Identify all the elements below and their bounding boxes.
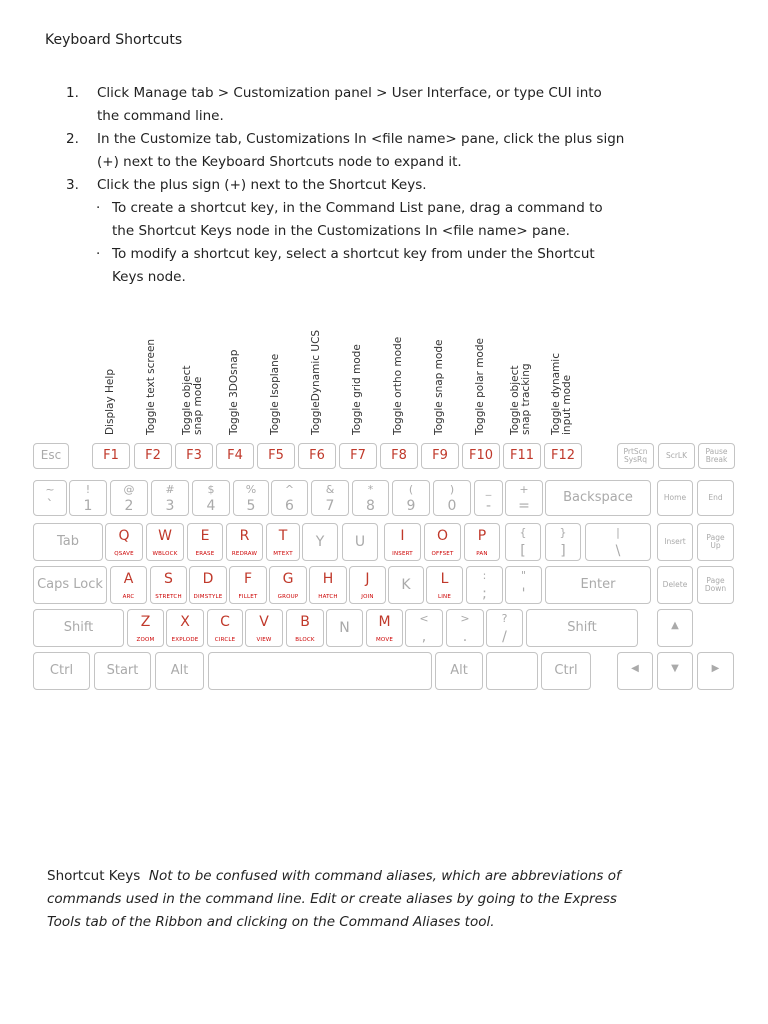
key-j bbox=[349, 566, 386, 604]
tab-key bbox=[33, 523, 103, 561]
key-f2 bbox=[134, 443, 172, 469]
bullet-dot: · bbox=[96, 246, 101, 262]
key-s-letter: S bbox=[164, 571, 173, 587]
punct-key-4 bbox=[486, 609, 523, 647]
punct-key-3-shift: > bbox=[460, 612, 470, 625]
arrow-left-key-label: ◀ bbox=[631, 663, 639, 674]
insert-key-label: Insert bbox=[664, 537, 686, 546]
key-f8 bbox=[380, 443, 418, 469]
number-key-5-shift: % bbox=[245, 483, 257, 496]
function-label-f7: Toggle grid mode bbox=[350, 344, 363, 435]
punct-key-0 bbox=[466, 566, 503, 604]
number-key-=-shift: + bbox=[519, 483, 529, 496]
step-number: 2. bbox=[66, 131, 79, 147]
number-key-- bbox=[474, 480, 503, 516]
step-number: 1. bbox=[66, 85, 79, 101]
key-a-letter: A bbox=[123, 571, 134, 587]
key-f9-label: F9 bbox=[432, 448, 448, 463]
delete-key bbox=[657, 566, 693, 604]
enter-key-label: Enter bbox=[580, 577, 616, 592]
punct-key-4-base: / bbox=[502, 629, 507, 645]
steps-list bbox=[66, 82, 626, 289]
function-label-f8: Toggle ortho mode bbox=[391, 336, 404, 435]
key-t-command: MTEXT bbox=[273, 551, 293, 557]
key-u-letter: U bbox=[354, 534, 366, 550]
number-key-4 bbox=[192, 480, 230, 516]
function-label-f4: Toggle 3DOsnap bbox=[227, 349, 240, 435]
pageup-key-label: Page Up bbox=[706, 533, 725, 550]
key-f1-label: F1 bbox=[103, 448, 119, 463]
key-f11 bbox=[503, 443, 541, 469]
punct-key-2-shift: < bbox=[419, 612, 429, 625]
number-key-9 bbox=[392, 480, 430, 516]
alt-left-key-label: Alt bbox=[170, 663, 189, 678]
punct-key-0-base: ; bbox=[482, 586, 487, 602]
punct-key-1-shift: " bbox=[520, 569, 527, 582]
number-key-8 bbox=[352, 480, 389, 516]
key-f2-label: F2 bbox=[145, 448, 161, 463]
key-f7-label: F7 bbox=[350, 448, 366, 463]
key-z-command: ZOOM bbox=[136, 637, 155, 643]
number-key-9-base: 9 bbox=[406, 498, 416, 514]
key-k-letter: K bbox=[401, 577, 411, 593]
pageup-key bbox=[697, 523, 734, 561]
key-f10-label: F10 bbox=[468, 448, 494, 463]
key-k bbox=[388, 566, 424, 604]
arrow-left-key bbox=[617, 652, 653, 690]
ctrl-left-key-label: Ctrl bbox=[49, 663, 74, 678]
punct-key-3 bbox=[446, 609, 484, 647]
key-b-letter: B bbox=[300, 614, 310, 630]
key-o bbox=[424, 523, 461, 561]
key-f3 bbox=[175, 443, 213, 469]
key-r bbox=[226, 523, 263, 561]
number-key-7-base: 7 bbox=[325, 498, 335, 514]
bracket-key-1-base: ] bbox=[560, 543, 566, 559]
number-key-4-base: 4 bbox=[206, 498, 216, 514]
number-key-1-shift: ! bbox=[85, 483, 91, 496]
number-key-`-shift: ~ bbox=[45, 483, 55, 496]
alt-right-key-label: Alt bbox=[450, 663, 468, 678]
step-text: Click the plus sign (+) next to the Shortcut Keys. bbox=[97, 177, 427, 193]
key-e-letter: E bbox=[200, 528, 210, 544]
number-key-7-shift: & bbox=[325, 483, 335, 496]
key-y bbox=[302, 523, 338, 561]
key-x bbox=[166, 609, 204, 647]
enter-key bbox=[545, 566, 651, 604]
number-key-5 bbox=[233, 480, 269, 516]
key-w bbox=[146, 523, 184, 561]
number-key-` bbox=[33, 480, 67, 516]
function-label-f12: Toggle dynamic input mode bbox=[550, 353, 573, 435]
key-i-letter: I bbox=[400, 528, 405, 544]
key-f-command: FILLET bbox=[238, 594, 258, 600]
end-key bbox=[697, 480, 734, 516]
delete-key-label: Delete bbox=[662, 580, 688, 589]
key-o-letter: O bbox=[436, 528, 449, 544]
key-w-letter: W bbox=[158, 528, 172, 544]
pagedown-key bbox=[697, 566, 734, 604]
bracket-key-2-base: \ bbox=[615, 543, 621, 559]
key-f9 bbox=[421, 443, 459, 469]
function-label-f6: ToggleDynamic UCS bbox=[309, 329, 322, 435]
key-f bbox=[229, 566, 267, 604]
start-key-label: Start bbox=[106, 663, 139, 678]
prtscn-key-label: PrtScn SysRq bbox=[623, 447, 648, 464]
number-key-1 bbox=[69, 480, 107, 516]
number-key-0-base: 0 bbox=[447, 498, 457, 514]
capslock-key-label: Caps Lock bbox=[37, 577, 103, 592]
prtscn-key bbox=[617, 443, 654, 469]
number-key-8-shift: * bbox=[367, 483, 374, 496]
key-j-command: JOIN bbox=[361, 594, 374, 600]
number-key---base: - bbox=[485, 498, 492, 514]
number-key-0-shift: ) bbox=[449, 483, 455, 496]
key-f1 bbox=[92, 443, 130, 469]
key-a bbox=[110, 566, 147, 604]
key-t bbox=[266, 523, 300, 561]
key-f12 bbox=[544, 443, 582, 469]
pagedown-key-label: Page Down bbox=[704, 576, 727, 593]
sub-bullets bbox=[96, 197, 626, 289]
step-text: In the Customize tab, Customizations In <file name> pane, click the plus sign (+) next to the Keyboard Shortcuts node to expand it. bbox=[97, 131, 625, 170]
spacebar-key bbox=[208, 652, 432, 690]
shift-right-key bbox=[526, 609, 638, 647]
key-f11-label: F11 bbox=[509, 448, 535, 463]
list-item bbox=[96, 243, 626, 289]
function-label-f2: Toggle text screen bbox=[144, 338, 157, 435]
number-key-9-shift: ( bbox=[408, 483, 414, 496]
bracket-key-1 bbox=[545, 523, 581, 561]
key-g-letter: G bbox=[282, 571, 294, 587]
keyboard-diagram bbox=[0, 330, 768, 700]
page-title: Keyboard Shortcuts bbox=[45, 32, 183, 48]
number-key-7 bbox=[311, 480, 349, 516]
key-f5-label: F5 bbox=[268, 448, 284, 463]
pause-key-label: Pause Break bbox=[705, 447, 728, 464]
shift-right-key-label: Shift bbox=[567, 620, 597, 635]
number-key-4-shift: $ bbox=[207, 483, 215, 496]
key-h-command: HATCH bbox=[318, 594, 338, 600]
backspace-key bbox=[545, 480, 651, 516]
key-y-letter: Y bbox=[315, 534, 325, 550]
ctrl-left-key bbox=[33, 652, 90, 690]
key-a-command: ARC bbox=[122, 594, 135, 600]
number-key-6-shift: ^ bbox=[284, 483, 295, 496]
bracket-key-0-base: [ bbox=[520, 543, 526, 559]
key-p bbox=[464, 523, 500, 561]
key-s bbox=[150, 566, 187, 604]
key-f5 bbox=[257, 443, 295, 469]
key-e-command: ERASE bbox=[195, 551, 215, 557]
key-q-command: QSAVE bbox=[114, 551, 134, 557]
key-h-letter: H bbox=[322, 571, 334, 587]
end-key-label: End bbox=[708, 493, 723, 502]
pause-key bbox=[698, 443, 735, 469]
function-label-f9: Toggle snap mode bbox=[432, 339, 445, 435]
key-f6 bbox=[298, 443, 336, 469]
bullet-dot: · bbox=[96, 200, 101, 216]
bullet-text: To modify a shortcut key, select a shortcut key from under the Shortcut Keys node. bbox=[112, 246, 595, 285]
number-key-5-base: 5 bbox=[246, 498, 256, 514]
key-f3-label: F3 bbox=[186, 448, 202, 463]
number-key-2-base: 2 bbox=[124, 498, 134, 514]
key-l-letter: L bbox=[440, 571, 449, 587]
punct-key-1 bbox=[505, 566, 542, 604]
punct-key-0-shift: : bbox=[482, 569, 487, 582]
step-text: Click Manage tab > Customization panel > User Interface, or type CUI into the command line. bbox=[97, 85, 602, 124]
function-label-f3: Toggle object snap mode bbox=[181, 365, 204, 435]
step-number: 3. bbox=[66, 177, 79, 193]
key-v-command: VIEW bbox=[256, 637, 272, 643]
key-s-command: STRETCH bbox=[155, 594, 182, 600]
bracket-key-2-shift: | bbox=[616, 526, 620, 539]
bracket-key-2 bbox=[585, 523, 651, 561]
shift-left-key-label: Shift bbox=[63, 620, 94, 635]
shortcut-keys-note bbox=[47, 865, 647, 934]
function-label-f10: Toggle polar mode bbox=[473, 338, 486, 435]
key-c-command: CIRCLE bbox=[214, 637, 236, 643]
list-item bbox=[96, 197, 626, 243]
alt-right-key bbox=[435, 652, 483, 690]
key-d bbox=[189, 566, 227, 604]
punct-key-3-base: . bbox=[462, 629, 468, 645]
key-f-letter: F bbox=[243, 571, 253, 587]
key-f4-label: F4 bbox=[227, 448, 243, 463]
arrow-down-key-label: ▼ bbox=[671, 663, 679, 674]
bracket-key-0-shift: { bbox=[519, 526, 527, 539]
key-i-command: INSERT bbox=[392, 551, 413, 557]
key-f8-label: F8 bbox=[391, 448, 407, 463]
key-f6-label: F6 bbox=[309, 448, 325, 463]
scrlk-key-label: ScrLK bbox=[665, 451, 688, 460]
key-z bbox=[127, 609, 164, 647]
arrow-down-key bbox=[657, 652, 693, 690]
alt-left-key bbox=[155, 652, 204, 690]
key-p-command: PAN bbox=[476, 551, 488, 557]
key-m bbox=[366, 609, 403, 647]
number-key-6 bbox=[271, 480, 308, 516]
punct-key-2-base: , bbox=[421, 629, 427, 645]
number-key-`-base: ` bbox=[46, 498, 54, 514]
key-g-command: GROUP bbox=[277, 594, 299, 600]
tab-key-label: Tab bbox=[56, 534, 79, 549]
key-r-command: REDRAW bbox=[231, 551, 258, 557]
key-x-letter: X bbox=[180, 614, 190, 630]
esc-key bbox=[33, 443, 69, 469]
note-text: Not to be confused with command aliases, which are abbreviations of commands used in the command line. Edit or create aliases by going to the Express Tools tab of the Ribbon and clicking on the Command Aliases tool. bbox=[47, 868, 621, 930]
punct-key-4-shift: ? bbox=[501, 612, 508, 625]
insert-key bbox=[657, 523, 693, 561]
key-f7 bbox=[339, 443, 377, 469]
key-f4 bbox=[216, 443, 254, 469]
function-label-f1: Display Help bbox=[103, 369, 116, 435]
key-m-command: MOVE bbox=[375, 637, 393, 643]
number-key-0 bbox=[433, 480, 471, 516]
number-key-8-base: 8 bbox=[366, 498, 375, 514]
number-key-3-shift: # bbox=[165, 483, 175, 496]
key-e bbox=[187, 523, 223, 561]
key-h bbox=[309, 566, 347, 604]
scrlk-key bbox=[658, 443, 695, 469]
number-key-6-base: 6 bbox=[285, 498, 294, 514]
key-d-letter: D bbox=[202, 571, 214, 587]
key-l bbox=[426, 566, 463, 604]
key-c bbox=[207, 609, 243, 647]
key-c-letter: C bbox=[220, 614, 230, 630]
key-f10 bbox=[462, 443, 500, 469]
key-x-command: EXPLODE bbox=[171, 637, 199, 643]
key-j-letter: J bbox=[365, 571, 370, 587]
key-z-letter: Z bbox=[140, 614, 151, 630]
bracket-key-0 bbox=[505, 523, 541, 561]
key-v-letter: V bbox=[259, 614, 269, 630]
number-key-3 bbox=[151, 480, 189, 516]
ctrl-right-key bbox=[541, 652, 591, 690]
key-w-command: WBLOCK bbox=[152, 551, 178, 557]
key-d-command: DIMSTYLE bbox=[193, 594, 223, 600]
key-o-command: OFFSET bbox=[431, 551, 454, 557]
number-key---shift: _ bbox=[485, 483, 492, 496]
key-q bbox=[105, 523, 143, 561]
note-lead: Shortcut Keys bbox=[47, 868, 141, 884]
bullet-text: To create a shortcut key, in the Command List pane, drag a command to the Shortcut Keys node in the Customizations In <file name> pane. bbox=[112, 200, 603, 239]
backspace-key-label: Backspace bbox=[563, 490, 633, 505]
key-p-letter: P bbox=[477, 528, 487, 544]
arrow-right-key bbox=[697, 652, 734, 690]
capslock-key bbox=[33, 566, 107, 604]
arrow-up-key bbox=[657, 609, 693, 647]
start-key bbox=[94, 652, 151, 690]
function-label-f5: Toggle Isoplane bbox=[268, 353, 281, 435]
key-g bbox=[269, 566, 307, 604]
key-u bbox=[342, 523, 378, 561]
number-key-2 bbox=[110, 480, 148, 516]
punct-key-1-base: ' bbox=[521, 586, 526, 602]
number-key-=-base: = bbox=[518, 498, 530, 514]
number-key-1-base: 1 bbox=[83, 498, 93, 514]
arrow-up-key-label: ▲ bbox=[671, 620, 679, 631]
menu-key bbox=[486, 652, 538, 690]
key-r-letter: R bbox=[239, 528, 250, 544]
key-n-letter: N bbox=[339, 620, 350, 636]
key-b-command: BLOCK bbox=[295, 637, 315, 643]
number-key-2-shift: @ bbox=[123, 483, 135, 496]
key-n bbox=[326, 609, 363, 647]
ctrl-right-key-label: Ctrl bbox=[554, 663, 578, 678]
shift-left-key bbox=[33, 609, 124, 647]
key-m-letter: M bbox=[378, 614, 391, 630]
number-key-3-base: 3 bbox=[165, 498, 175, 514]
list-item bbox=[66, 82, 626, 128]
key-l-command: LINE bbox=[437, 594, 452, 600]
home-key bbox=[657, 480, 693, 516]
function-label-f11: Toggle object snap tracking bbox=[509, 363, 532, 435]
punct-key-2 bbox=[405, 609, 443, 647]
key-q-letter: Q bbox=[118, 528, 130, 544]
bracket-key-1-shift: } bbox=[559, 526, 567, 539]
key-b bbox=[286, 609, 324, 647]
key-t-letter: T bbox=[278, 528, 288, 544]
arrow-right-key-label: ▶ bbox=[711, 663, 720, 674]
key-f12-label: F12 bbox=[550, 448, 576, 463]
number-key-= bbox=[505, 480, 543, 516]
key-v bbox=[245, 609, 283, 647]
list-item bbox=[66, 128, 626, 174]
list-item bbox=[66, 174, 626, 197]
key-i bbox=[384, 523, 421, 561]
home-key-label: Home bbox=[663, 493, 687, 502]
esc-key-label: Esc bbox=[40, 448, 62, 462]
